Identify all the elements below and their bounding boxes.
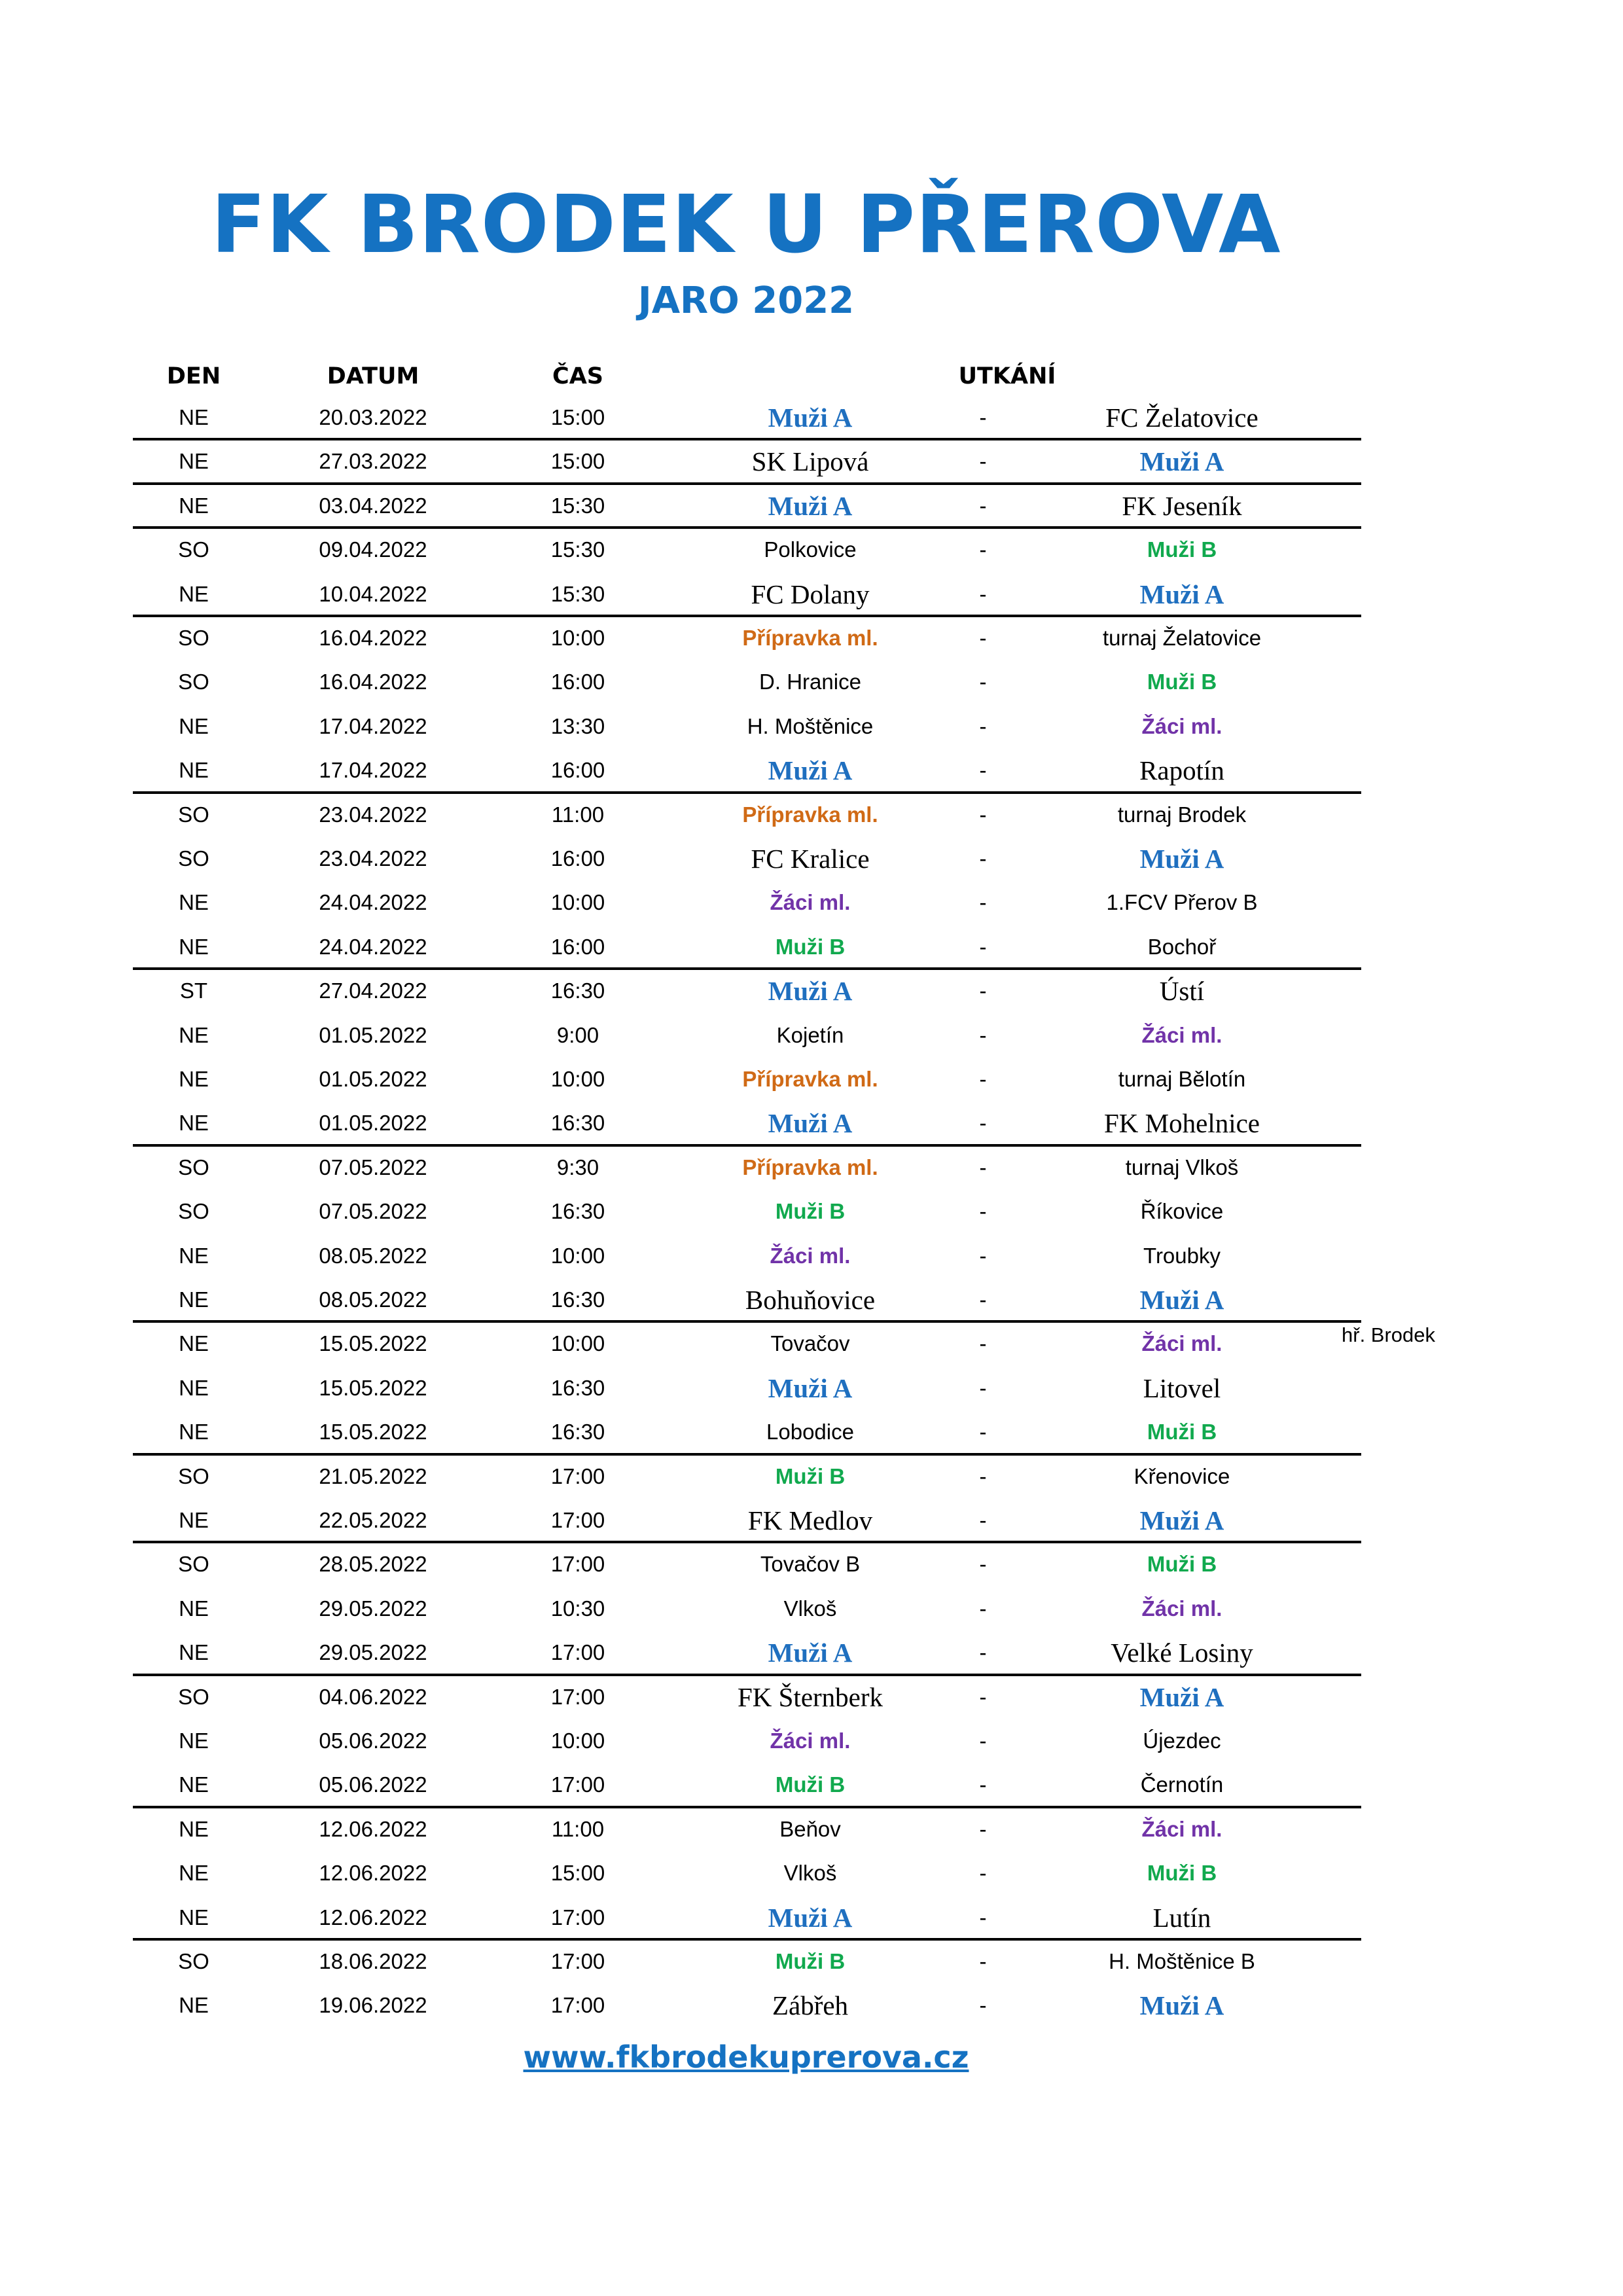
- match-time: 10:00: [550, 1067, 605, 1091]
- match-date: 16.04.2022: [319, 670, 427, 694]
- home-team: Muži A: [768, 755, 853, 786]
- table-row: [0, 705, 1623, 748]
- match-date: 03.04.2022: [319, 493, 427, 518]
- home-team: Žáci ml.: [770, 1243, 851, 1268]
- home-team: Kojetín: [776, 1022, 844, 1047]
- home-team: Tovačov: [770, 1331, 850, 1356]
- match-date: 27.04.2022: [319, 978, 427, 1003]
- match-time: 17:00: [550, 1508, 605, 1532]
- away-team: Žáci ml.: [1141, 713, 1222, 738]
- away-team: turnaj Brodek: [1117, 802, 1247, 827]
- row-separator: [133, 1806, 1361, 1808]
- home-team: H. Moštěnice: [747, 713, 874, 738]
- match-time: 10:00: [550, 1729, 605, 1753]
- home-team: Vlkoš: [783, 1596, 837, 1621]
- match-dash: -: [979, 1111, 987, 1136]
- match-time: 16:00: [550, 758, 605, 783]
- match-day: NE: [179, 1375, 209, 1400]
- table-row: [0, 1190, 1623, 1233]
- page-title: FK BRODEK U PŘEROVA: [211, 178, 1281, 271]
- match-date: 22.05.2022: [319, 1508, 427, 1532]
- match-day: NE: [179, 758, 209, 783]
- home-team: Vlkoš: [783, 1861, 837, 1886]
- away-team: Rapotín: [1139, 755, 1224, 786]
- match-date: 12.06.2022: [319, 1905, 427, 1929]
- match-day: SO: [178, 1463, 209, 1488]
- match-date: 10.04.2022: [319, 581, 427, 606]
- table-row: [0, 660, 1623, 704]
- home-team: Beňov: [779, 1816, 841, 1841]
- away-team: turnaj Želatovice: [1102, 626, 1262, 650]
- table-row: [0, 1146, 1623, 1189]
- match-day: NE: [179, 1772, 209, 1797]
- home-team: Bohuňovice: [745, 1285, 876, 1315]
- match-dash: -: [979, 846, 987, 870]
- match-date: 23.04.2022: [319, 802, 427, 827]
- match-day: NE: [179, 934, 209, 959]
- table-row: [0, 969, 1623, 1013]
- table-row: [0, 749, 1623, 792]
- home-team: FK Medlov: [747, 1505, 873, 1535]
- match-date: 24.04.2022: [319, 890, 427, 915]
- match-dash: -: [979, 1199, 987, 1224]
- match-time: 17:00: [550, 1463, 605, 1488]
- table-row: [0, 925, 1623, 969]
- away-team: turnaj Bělotín: [1118, 1067, 1246, 1091]
- match-dash: -: [979, 449, 987, 474]
- match-date: 15.05.2022: [319, 1375, 427, 1400]
- page-subtitle: JARO 2022: [637, 279, 855, 322]
- table-row: [0, 1984, 1623, 2027]
- match-dash: -: [979, 581, 987, 606]
- table-row: [0, 837, 1623, 880]
- match-day: NE: [179, 449, 209, 474]
- away-team: Muži A: [1139, 1285, 1224, 1315]
- match-date: 08.05.2022: [319, 1243, 427, 1268]
- match-dash: -: [979, 1905, 987, 1929]
- table-row: [0, 1676, 1623, 1719]
- match-dash: -: [979, 405, 987, 429]
- match-date: 21.05.2022: [319, 1463, 427, 1488]
- match-day: NE: [179, 1905, 209, 1929]
- away-team: Muži B: [1147, 1861, 1217, 1886]
- match-date: 23.04.2022: [319, 846, 427, 870]
- away-team: Muži A: [1139, 1681, 1224, 1712]
- table-row: [0, 1631, 1623, 1674]
- match-date: 12.06.2022: [319, 1861, 427, 1886]
- match-date: 01.05.2022: [319, 1022, 427, 1047]
- match-date: 24.04.2022: [319, 934, 427, 959]
- match-date: 17.04.2022: [319, 758, 427, 783]
- away-team: Žáci ml.: [1141, 1331, 1222, 1356]
- match-date: 29.05.2022: [319, 1640, 427, 1665]
- match-day: SO: [178, 626, 209, 650]
- table-row: [0, 1014, 1623, 1057]
- table-row: [0, 1896, 1623, 1939]
- match-time: 10:30: [550, 1596, 605, 1621]
- side-note: hř. Brodek: [1342, 1323, 1436, 1346]
- row-separator: [133, 1144, 1361, 1147]
- home-team: FC Dolany: [751, 579, 870, 609]
- match-time: 16:30: [550, 1111, 605, 1136]
- match-time: 16:30: [550, 1287, 605, 1312]
- match-day: SO: [178, 670, 209, 694]
- table-row: [0, 1763, 1623, 1806]
- match-day: NE: [179, 1596, 209, 1621]
- header-match: UTKÁNÍ: [958, 363, 1056, 389]
- header-day: DEN: [166, 363, 221, 389]
- away-team: FC Želatovice: [1105, 403, 1258, 433]
- home-team: Muži A: [768, 1902, 853, 1933]
- row-separator: [133, 526, 1361, 529]
- home-team: SK Lipová: [751, 446, 869, 477]
- match-dash: -: [979, 1949, 987, 1973]
- match-time: 16:30: [550, 1420, 605, 1444]
- match-time: 10:00: [550, 626, 605, 650]
- match-dash: -: [979, 1772, 987, 1797]
- away-team: Křenovice: [1133, 1463, 1230, 1488]
- away-team: Černotín: [1140, 1772, 1224, 1797]
- home-team: D. Hranice: [759, 670, 861, 694]
- table-row: [0, 1808, 1623, 1851]
- away-team: Muži A: [1139, 1505, 1224, 1535]
- match-time: 16:30: [550, 1199, 605, 1224]
- home-team: Přípravka ml.: [742, 802, 878, 827]
- match-day: NE: [179, 1022, 209, 1047]
- home-team: Žáci ml.: [770, 1729, 851, 1753]
- table-row: [0, 1719, 1623, 1763]
- match-time: 16:00: [550, 670, 605, 694]
- match-time: 15:00: [550, 449, 605, 474]
- match-time: 13:30: [550, 713, 605, 738]
- away-team: Bochoř: [1147, 934, 1217, 959]
- match-day: NE: [179, 1243, 209, 1268]
- home-team: Muži B: [775, 1772, 846, 1797]
- match-time: 17:00: [550, 1905, 605, 1929]
- match-date: 15.05.2022: [319, 1331, 427, 1356]
- table-row: [0, 1410, 1623, 1454]
- match-time: 11:00: [551, 1816, 605, 1841]
- table-row: [0, 881, 1623, 924]
- match-day: SO: [178, 1684, 209, 1709]
- match-dash: -: [979, 670, 987, 694]
- match-day: NE: [179, 1287, 209, 1312]
- away-team: Troubky: [1143, 1243, 1221, 1268]
- match-time: 10:00: [550, 1243, 605, 1268]
- match-day: SO: [178, 1552, 209, 1577]
- match-time: 16:00: [550, 934, 605, 959]
- match-day: NE: [179, 1508, 209, 1532]
- match-day: NE: [179, 1729, 209, 1753]
- match-time: 15:00: [550, 405, 605, 429]
- match-time: 16:30: [550, 1375, 605, 1400]
- match-dash: -: [979, 1816, 987, 1841]
- match-day: SO: [178, 802, 209, 827]
- away-team: Muži A: [1139, 844, 1224, 874]
- home-team: Muži A: [768, 490, 853, 521]
- match-dash: -: [979, 1420, 987, 1444]
- row-separator: [133, 1541, 1361, 1543]
- home-team: Žáci ml.: [770, 890, 851, 915]
- away-team: Říkovice: [1140, 1199, 1224, 1224]
- match-day: NE: [179, 1640, 209, 1665]
- away-team: Muži A: [1139, 579, 1224, 609]
- match-day: NE: [179, 581, 209, 606]
- match-dash: -: [979, 1067, 987, 1091]
- match-day: NE: [179, 713, 209, 738]
- match-time: 15:00: [550, 1861, 605, 1886]
- match-date: 01.05.2022: [319, 1067, 427, 1091]
- table-row: [0, 1852, 1623, 1895]
- header-date: DATUM: [327, 363, 419, 389]
- match-dash: -: [979, 1684, 987, 1709]
- row-separator: [133, 615, 1361, 617]
- match-day: NE: [179, 1816, 209, 1841]
- match-day: NE: [179, 1420, 209, 1444]
- match-day: NE: [179, 1993, 209, 2018]
- home-team: Muži B: [775, 1199, 846, 1224]
- match-dash: -: [979, 1640, 987, 1665]
- away-team: Muži B: [1147, 537, 1217, 562]
- away-team: Žáci ml.: [1141, 1596, 1222, 1621]
- match-date: 04.06.2022: [319, 1684, 427, 1709]
- home-team: Muži B: [775, 934, 846, 959]
- home-team: Muži A: [768, 403, 853, 433]
- away-team: Muži B: [1147, 1552, 1217, 1577]
- match-dash: -: [979, 758, 987, 783]
- row-separator: [133, 1674, 1361, 1676]
- match-day: SO: [178, 1949, 209, 1973]
- match-date: 28.05.2022: [319, 1552, 427, 1577]
- match-dash: -: [979, 1993, 987, 2018]
- match-day: SO: [178, 1199, 209, 1224]
- table-row: [0, 617, 1623, 660]
- away-team: Ústí: [1159, 976, 1205, 1007]
- match-dash: -: [979, 1552, 987, 1577]
- match-dash: -: [979, 934, 987, 959]
- match-date: 19.06.2022: [319, 1993, 427, 2018]
- table-row: [0, 440, 1623, 483]
- match-time: 17:00: [550, 1552, 605, 1577]
- table-row: [0, 793, 1623, 836]
- home-team: FK Šternberk: [737, 1681, 883, 1712]
- match-date: 16.04.2022: [319, 626, 427, 650]
- match-date: 17.04.2022: [319, 713, 427, 738]
- home-team: Muži A: [768, 1638, 853, 1668]
- match-day: SO: [178, 537, 209, 562]
- match-dash: -: [979, 1463, 987, 1488]
- match-date: 15.05.2022: [319, 1420, 427, 1444]
- match-date: 09.04.2022: [319, 537, 427, 562]
- away-team: Litovel: [1143, 1372, 1221, 1403]
- home-team: Polkovice: [764, 537, 857, 562]
- row-separator: [133, 1938, 1361, 1941]
- match-date: 27.03.2022: [319, 449, 427, 474]
- match-dash: -: [979, 1287, 987, 1312]
- home-team: Muži B: [775, 1949, 846, 1973]
- home-team: Přípravka ml.: [742, 1067, 878, 1091]
- match-time: 17:00: [550, 1949, 605, 1973]
- home-team: FC Kralice: [751, 844, 870, 874]
- row-separator: [133, 438, 1361, 440]
- match-day: NE: [179, 1111, 209, 1136]
- away-team: 1.FCV Přerov B: [1106, 890, 1258, 915]
- table-row: [0, 484, 1623, 528]
- match-dash: -: [979, 713, 987, 738]
- away-team: Velké Losiny: [1111, 1638, 1253, 1668]
- match-dash: -: [979, 1596, 987, 1621]
- match-time: 17:00: [550, 1684, 605, 1709]
- away-team: Újezdec: [1143, 1729, 1221, 1753]
- match-time: 9:00: [556, 1022, 599, 1047]
- home-team: Tovačov B: [760, 1552, 861, 1577]
- match-date: 20.03.2022: [319, 405, 427, 429]
- row-separator: [133, 791, 1361, 794]
- match-day: NE: [179, 493, 209, 518]
- website-link[interactable]: www.fkbrodekuprerova.cz: [523, 2039, 969, 2075]
- match-dash: -: [979, 1375, 987, 1400]
- table-row: [0, 1940, 1623, 1983]
- table-row: [0, 1367, 1623, 1410]
- match-dash: -: [979, 1508, 987, 1532]
- match-date: 08.05.2022: [319, 1287, 427, 1312]
- home-team: Muži A: [768, 976, 853, 1007]
- match-day: NE: [179, 405, 209, 429]
- match-day: SO: [178, 846, 209, 870]
- match-dash: -: [979, 1155, 987, 1179]
- match-dash: -: [979, 1861, 987, 1886]
- match-dash: -: [979, 1729, 987, 1753]
- match-dash: -: [979, 537, 987, 562]
- away-team: Muži A: [1139, 1990, 1224, 2021]
- home-team: Zábřeh: [772, 1990, 849, 2021]
- match-dash: -: [979, 1022, 987, 1047]
- match-day: NE: [179, 890, 209, 915]
- table-row: [0, 573, 1623, 616]
- match-time: 15:30: [550, 493, 605, 518]
- away-team: Žáci ml.: [1141, 1022, 1222, 1047]
- match-dash: -: [979, 626, 987, 650]
- away-team: Lutín: [1152, 1902, 1211, 1933]
- table-row: [0, 528, 1623, 571]
- row-separator: [133, 1453, 1361, 1456]
- match-time: 10:00: [550, 890, 605, 915]
- row-separator: [133, 967, 1361, 970]
- row-separator: [133, 482, 1361, 485]
- header-time: ČAS: [552, 363, 603, 389]
- away-team: FK Mohelnice: [1104, 1108, 1260, 1139]
- match-date: 12.06.2022: [319, 1816, 427, 1841]
- home-team: Přípravka ml.: [742, 626, 878, 650]
- home-team: Přípravka ml.: [742, 1155, 878, 1179]
- away-team: Muži B: [1147, 1420, 1217, 1444]
- match-time: 16:30: [550, 978, 605, 1003]
- away-team: FK Jeseník: [1122, 490, 1242, 521]
- match-day: ST: [179, 978, 208, 1003]
- match-dash: -: [979, 890, 987, 915]
- match-time: 10:00: [550, 1331, 605, 1356]
- home-team: Muži A: [768, 1108, 853, 1139]
- match-date: 05.06.2022: [319, 1729, 427, 1753]
- match-dash: -: [979, 1243, 987, 1268]
- match-time: 15:30: [550, 581, 605, 606]
- table-row: [0, 1234, 1623, 1278]
- match-date: 07.05.2022: [319, 1199, 427, 1224]
- match-time: 17:00: [550, 1772, 605, 1797]
- away-team: Žáci ml.: [1141, 1816, 1222, 1841]
- table-row: [0, 1587, 1623, 1630]
- table-row: [0, 1455, 1623, 1498]
- away-team: Muži A: [1139, 446, 1224, 477]
- match-time: 17:00: [550, 1640, 605, 1665]
- match-time: 11:00: [551, 802, 605, 827]
- home-team: Lobodice: [766, 1420, 854, 1444]
- home-team: Muži A: [768, 1372, 853, 1403]
- match-time: 15:30: [550, 537, 605, 562]
- away-team: turnaj Vlkoš: [1125, 1155, 1239, 1179]
- match-date: 29.05.2022: [319, 1596, 427, 1621]
- table-row: [0, 1102, 1623, 1145]
- away-team: Muži B: [1147, 670, 1217, 694]
- match-day: NE: [179, 1067, 209, 1091]
- match-time: 16:00: [550, 846, 605, 870]
- table-row: [0, 1058, 1623, 1101]
- match-dash: -: [979, 978, 987, 1003]
- match-day: SO: [178, 1155, 209, 1179]
- table-row: [0, 1543, 1623, 1586]
- match-dash: -: [979, 493, 987, 518]
- match-date: 01.05.2022: [319, 1111, 427, 1136]
- match-dash: -: [979, 1331, 987, 1356]
- match-time: 9:30: [556, 1155, 599, 1179]
- match-day: NE: [179, 1331, 209, 1356]
- home-team: Muži B: [775, 1463, 846, 1488]
- match-dash: -: [979, 802, 987, 827]
- match-day: NE: [179, 1861, 209, 1886]
- match-date: 07.05.2022: [319, 1155, 427, 1179]
- table-row: [0, 396, 1623, 439]
- away-team: H. Moštěnice B: [1109, 1949, 1255, 1973]
- match-time: 17:00: [550, 1993, 605, 2018]
- row-separator: [133, 1320, 1361, 1323]
- match-date: 18.06.2022: [319, 1949, 427, 1973]
- match-date: 05.06.2022: [319, 1772, 427, 1797]
- table-row: [0, 1499, 1623, 1542]
